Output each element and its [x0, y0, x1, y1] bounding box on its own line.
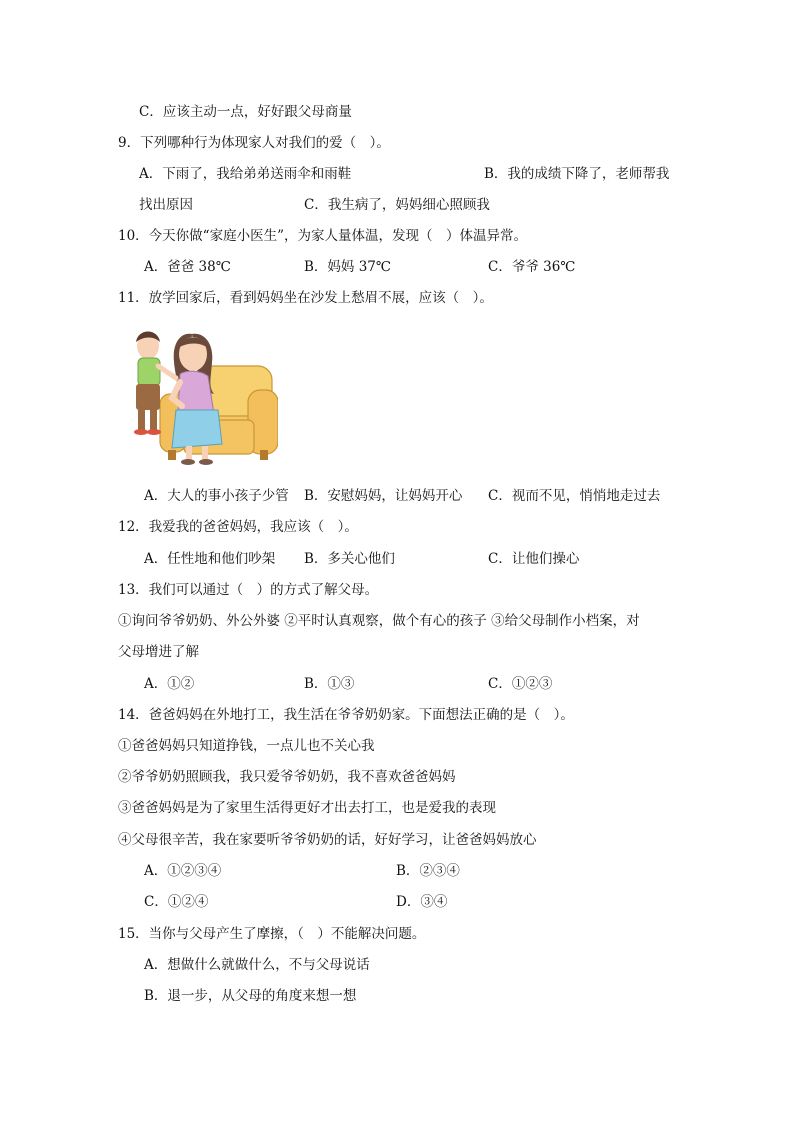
q13-stem: 13．我们可以通过（ ）的方式了解父母。 [118, 582, 379, 598]
q14-item-3: ③爸爸妈妈是为了家里生活得更好才出去打工，也是爱我的表现 [118, 800, 496, 816]
q12-stem: 12．我爱我的爸爸妈妈，我应该（ ）。 [118, 519, 358, 535]
q13-items-line1: ①询问爷爷奶奶、外公外婆 ②平时认真观察，做个有心的孩子 ③给父母制作小档案，对 [118, 613, 640, 629]
q11-option-a: A．大人的事小孩子少管 [144, 488, 289, 504]
q14-option-d: D．③④ [396, 894, 448, 910]
q12-option-a: A．任性地和他们吵架 [144, 551, 276, 567]
q10-stem: 10．今天你做“家庭小医生”，为家人量体温，发现（ ）体温异常。 [118, 228, 527, 244]
q14-option-b: B．②③④ [396, 863, 460, 879]
q10-option-b: B．妈妈 37℃ [304, 259, 391, 275]
q12-option-c: C．让他们操心 [488, 551, 580, 567]
q10-option-a: A．爸爸 38℃ [144, 259, 231, 275]
q14-item-1: ①爸爸妈妈只知道挣钱，一点儿也不关心我 [118, 738, 375, 754]
q13-items-line2: 父母增进了解 [118, 644, 199, 660]
q13-option-b: B．①③ [304, 676, 355, 692]
q9-stem: 9．下列哪种行为体现家人对我们的爱（ ）。 [118, 135, 390, 151]
q15-stem: 15．当你与父母产生了摩擦，（ ）不能解决问题。 [118, 926, 426, 942]
q8-option-c: C．应该主动一点，好好跟父母商量 [139, 104, 352, 120]
q13-option-c: C．①②③ [488, 676, 553, 692]
q15-option-b: B．退一步，从父母的角度来想一想 [144, 988, 357, 1004]
q9-option-a: A．下雨了，我给弟弟送雨伞和雨鞋 [139, 166, 352, 182]
boy-comforting-mother-illustration [122, 322, 278, 468]
q10-option-c: C．爷爷 36℃ [488, 259, 576, 275]
q12-option-b: B．多关心他们 [304, 551, 395, 567]
q15-option-a: A．想做什么就做什么，不与父母说话 [144, 957, 370, 973]
q11-option-b: B．安慰妈妈，让妈妈开心 [304, 488, 463, 504]
q9-option-b-continuation: 找出原因 [139, 197, 193, 213]
q11-stem: 11．放学回家后，看到妈妈坐在沙发上愁眉不展，应该（ ）。 [118, 290, 493, 306]
q13-option-a: A．①② [144, 676, 195, 692]
q14-option-c: C．①②④ [144, 894, 209, 910]
q14-stem: 14．爸爸妈妈在外地打工，我生活在爷爷奶奶家。下面想法正确的是（ ）。 [118, 707, 574, 723]
q9-option-c: C．我生病了，妈妈细心照顾我 [304, 197, 490, 213]
q9-option-b: B．我的成绩下降了，老师帮我 [484, 166, 670, 182]
q14-item-2: ②爷爷奶奶照顾我，我只爱爷爷奶奶，我不喜欢爸爸妈妈 [118, 769, 456, 785]
q14-item-4: ④父母很辛苦，我在家要听爷爷奶奶的话，好好学习，让爸爸妈妈放心 [118, 832, 537, 848]
q11-option-c: C．视而不见，悄悄地走过去 [488, 488, 661, 504]
q14-option-a: A．①②③④ [144, 863, 222, 879]
